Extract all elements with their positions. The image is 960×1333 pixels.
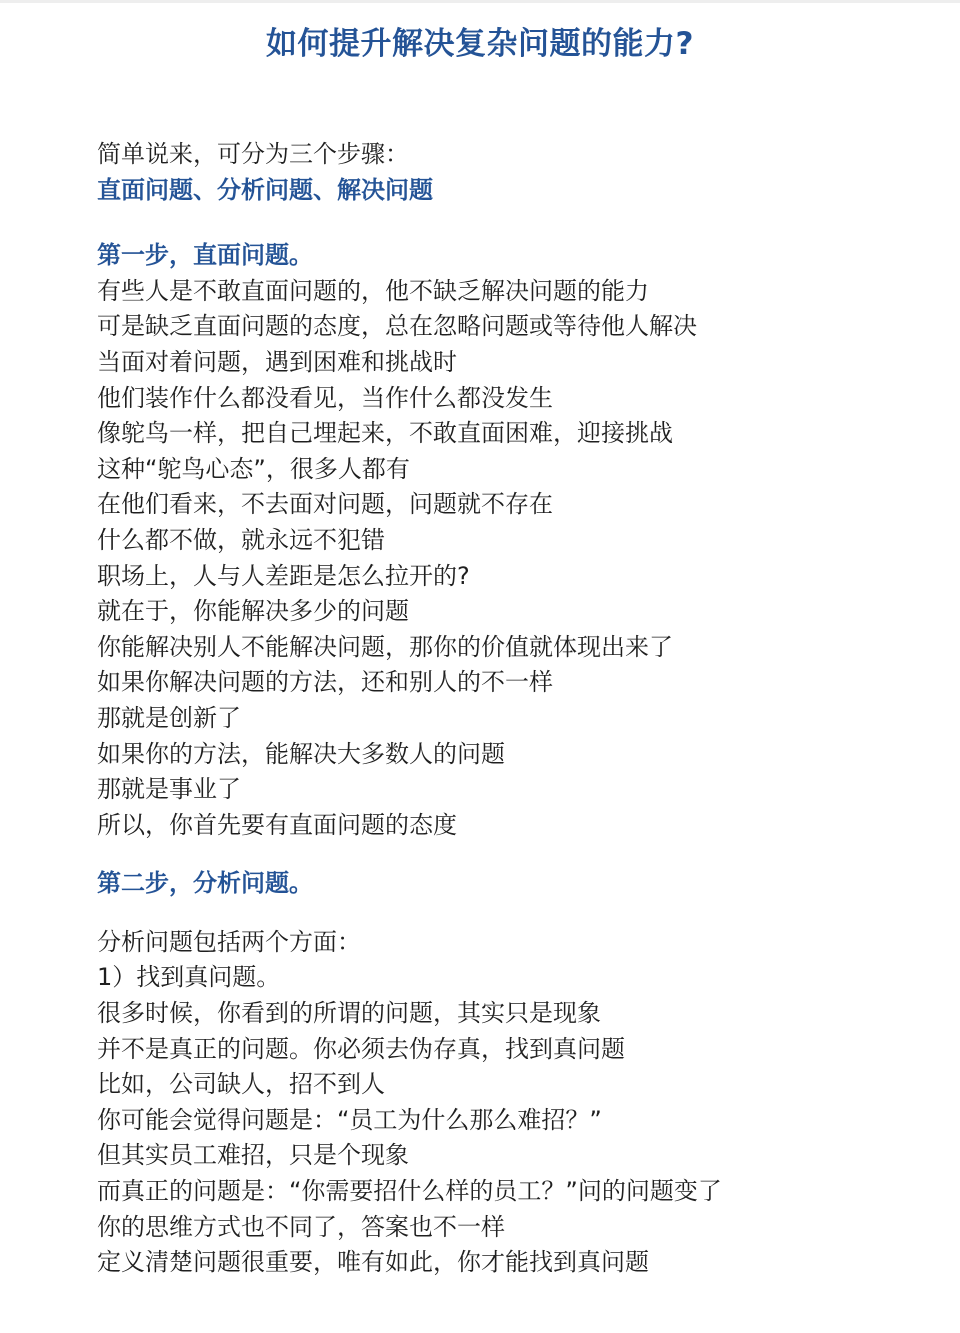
step2-line: 比如，公司缺人，招不到人 (97, 1070, 385, 1099)
step2-line: 你的思维方式也不同了，答案也不一样 (97, 1212, 505, 1241)
step1-line: 如果你解决问题的方法，还和别人的不一样 (97, 668, 553, 697)
step1-heading: 第一步，直面问题。 (97, 241, 313, 270)
step2-line: 1）找到真问题。 (97, 963, 281, 992)
step1-line: 职场上，人与人差距是怎么拉开的? (97, 561, 470, 590)
step1-line: 像鸵鸟一样，把自己埋起来，不敢直面困难，迎接挑战 (97, 419, 673, 448)
step1-line: 这种“鸵鸟心态”，很多人都有 (97, 454, 410, 483)
step2-line: 定义清楚问题很重要，唯有如此，你才能找到真问题 (97, 1248, 649, 1277)
article-title: 如何提升解决复杂问题的能力? (266, 26, 694, 62)
step1-line: 可是缺乏直面问题的态度，总在忽略问题或等待他人解决 (97, 312, 697, 341)
top-divider (0, 0, 960, 3)
step1-line: 什么都不做，就永远不犯错 (97, 525, 385, 554)
step1-line: 有些人是不敢直面问题的，他不缺乏解决问题的能力 (97, 276, 649, 305)
step1-line: 所以，你首先要有直面问题的态度 (97, 810, 457, 839)
step2-line: 很多时候，你看到的所谓的问题，其实只是现象 (97, 999, 601, 1028)
step1-line: 那就是创新了 (97, 703, 241, 732)
step1-line: 在他们看来，不去面对问题，问题就不存在 (97, 490, 553, 519)
step2-line: 你可能会觉得问题是：“员工为什么那么难招？” (97, 1105, 602, 1134)
intro-steps-summary: 直面问题、分析问题、解决问题 (97, 175, 433, 204)
step2-line: 但其实员工难招，只是个现象 (97, 1141, 409, 1170)
step1-line: 如果你的方法，能解决大多数人的问题 (97, 739, 505, 768)
step2-line: 分析问题包括两个方面： (97, 927, 361, 956)
step2-line: 而真正的问题是：“你需要招什么样的员工？”问的问题变了 (97, 1177, 722, 1206)
step1-line: 当面对着问题，遇到困难和挑战时 (97, 347, 457, 376)
step2-line: 并不是真正的问题。你必须去伪存真，找到真问题 (97, 1034, 625, 1063)
step2-heading: 第二步，分析问题。 (97, 869, 313, 898)
step1-line: 那就是事业了 (97, 775, 241, 804)
intro-line: 简单说来，可分为三个步骤： (97, 140, 409, 168)
step1-line: 你能解决别人不能解决问题，那你的价值就体现出来了 (97, 632, 673, 661)
step1-line: 就在于，你能解决多少的问题 (97, 597, 409, 626)
article-body (97, 137, 937, 1281)
step1-line: 他们装作什么都没看见，当作什么都没发生 (97, 383, 553, 412)
